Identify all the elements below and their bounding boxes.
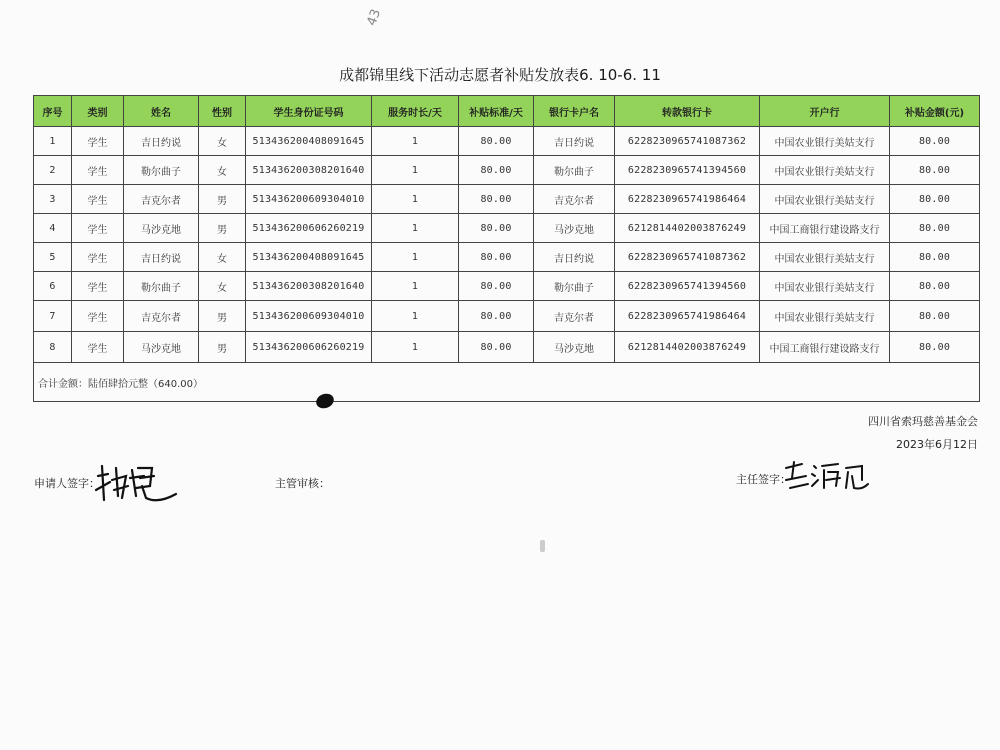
col-header: 类别 [72, 96, 124, 127]
cell-bank: 中国农业银行美姑支行 [760, 301, 890, 332]
cell-account-name: 马沙克地 [534, 332, 615, 363]
cell-days: 1 [372, 214, 459, 243]
applicant-signature-label: 申请人签字： [34, 477, 100, 490]
cell-name: 吉克尔者 [124, 301, 199, 332]
cell-days: 1 [372, 272, 459, 301]
cell-rate: 80.00 [459, 185, 534, 214]
cell-no: 2 [34, 156, 72, 185]
col-header: 开户行 [760, 96, 890, 127]
cell-category: 学生 [72, 214, 124, 243]
cell-card: 6228230965741087362 [615, 127, 760, 156]
col-header: 性别 [199, 96, 246, 127]
cell-no: 5 [34, 243, 72, 272]
cell-gender: 女 [199, 243, 246, 272]
cell-gender: 男 [199, 185, 246, 214]
cell-amount: 80.00 [890, 272, 980, 301]
organization-name: 四川省索玛慈善基金会 [868, 415, 978, 428]
cell-id: 513436200308201640 [246, 156, 372, 185]
cell-name: 勒尔曲子 [124, 272, 199, 301]
cell-days: 1 [372, 127, 459, 156]
cell-category: 学生 [72, 243, 124, 272]
total-amount: 合计金额：陆佰肆拾元整（640.00） [34, 363, 980, 402]
table-row [34, 156, 980, 185]
cell-days: 1 [372, 185, 459, 214]
cell-category: 学生 [72, 185, 124, 214]
cell-account-name: 马沙克地 [534, 214, 615, 243]
cell-id: 513436200606260219 [246, 214, 372, 243]
cell-id: 513436200606260219 [246, 332, 372, 363]
cell-category: 学生 [72, 127, 124, 156]
cell-name: 吉克尔者 [124, 185, 199, 214]
cell-id: 513436200408091645 [246, 127, 372, 156]
cell-bank: 中国农业银行美姑支行 [760, 272, 890, 301]
cell-amount: 80.00 [890, 301, 980, 332]
cell-days: 1 [372, 243, 459, 272]
cell-category: 学生 [72, 301, 124, 332]
cell-bank: 中国工商银行建设路支行 [760, 214, 890, 243]
cell-category: 学生 [72, 156, 124, 185]
cell-amount: 80.00 [890, 127, 980, 156]
cell-amount: 80.00 [890, 214, 980, 243]
cell-gender: 男 [199, 214, 246, 243]
cell-name: 马沙克地 [124, 214, 199, 243]
cell-card: 6228230965741087362 [615, 243, 760, 272]
cell-name: 吉日约说 [124, 127, 199, 156]
applicant-signature [92, 456, 178, 504]
cell-id: 513436200609304010 [246, 301, 372, 332]
cell-gender: 女 [199, 156, 246, 185]
cell-card: 6212814402003876249 [615, 332, 760, 363]
cell-name: 马沙克地 [124, 332, 199, 363]
supervisor-review-label: 主管审核： [275, 477, 330, 490]
cell-card: 6228230965741394560 [615, 156, 760, 185]
cell-days: 1 [372, 156, 459, 185]
cell-account-name: 勒尔曲子 [534, 156, 615, 185]
table-row [34, 301, 980, 332]
cell-account-name: 吉日约说 [534, 243, 615, 272]
col-header: 姓名 [124, 96, 199, 127]
cell-no: 4 [34, 214, 72, 243]
cell-account-name: 勒尔曲子 [534, 272, 615, 301]
cell-no: 7 [34, 301, 72, 332]
cell-bank: 中国农业银行美姑支行 [760, 243, 890, 272]
cell-name: 吉日约说 [124, 243, 199, 272]
cell-gender: 女 [199, 272, 246, 301]
cell-no: 8 [34, 332, 72, 363]
cell-card: 6228230965741986464 [615, 185, 760, 214]
cell-id: 513436200408091645 [246, 243, 372, 272]
cell-rate: 80.00 [459, 332, 534, 363]
cell-bank: 中国工商银行建设路支行 [760, 332, 890, 363]
col-header: 补贴金额(元) [890, 96, 980, 127]
table-row [34, 127, 980, 156]
cell-amount: 80.00 [890, 185, 980, 214]
cell-amount: 80.00 [890, 156, 980, 185]
cell-card: 6228230965741986464 [615, 301, 760, 332]
scan-speck [540, 540, 545, 552]
cell-rate: 80.00 [459, 214, 534, 243]
document-date: 2023年6月12日 [896, 438, 978, 451]
director-signature [782, 458, 872, 494]
cell-id: 513436200609304010 [246, 185, 372, 214]
cell-account-name: 吉日约说 [534, 127, 615, 156]
col-header: 补贴标准/天 [459, 96, 534, 127]
col-header: 序号 [34, 96, 72, 127]
cell-rate: 80.00 [459, 301, 534, 332]
table-body [34, 127, 980, 402]
cell-bank: 中国农业银行美姑支行 [760, 185, 890, 214]
table-header-row [34, 96, 980, 127]
cell-gender: 男 [199, 301, 246, 332]
director-signature-label: 主任签字： [736, 473, 791, 486]
cell-rate: 80.00 [459, 156, 534, 185]
cell-id: 513436200308201640 [246, 272, 372, 301]
cell-rate: 80.00 [459, 127, 534, 156]
cell-rate: 80.00 [459, 272, 534, 301]
table-row [34, 185, 980, 214]
cell-card: 6212814402003876249 [615, 214, 760, 243]
cell-no: 1 [34, 127, 72, 156]
cell-gender: 女 [199, 127, 246, 156]
total-row [34, 363, 980, 402]
table-row [34, 332, 980, 363]
cell-account-name: 吉克尔者 [534, 185, 615, 214]
margin-handwritten-mark: 43 [364, 7, 385, 28]
col-header: 服务时长/天 [372, 96, 459, 127]
table-row [34, 214, 980, 243]
cell-days: 1 [372, 332, 459, 363]
col-header: 转款银行卡 [615, 96, 760, 127]
cell-account-name: 吉克尔者 [534, 301, 615, 332]
cell-category: 学生 [72, 332, 124, 363]
cell-amount: 80.00 [890, 243, 980, 272]
table-row [34, 272, 980, 301]
subsidy-table [33, 95, 980, 402]
cell-gender: 男 [199, 332, 246, 363]
cell-bank: 中国农业银行美姑支行 [760, 156, 890, 185]
cell-card: 6228230965741394560 [615, 272, 760, 301]
cell-no: 6 [34, 272, 72, 301]
cell-bank: 中国农业银行美姑支行 [760, 127, 890, 156]
table-row [34, 243, 980, 272]
col-header: 学生身份证号码 [246, 96, 372, 127]
cell-name: 勒尔曲子 [124, 156, 199, 185]
document-title: 成都锦里线下活动志愿者补贴发放表6. 10-6. 11 [339, 66, 661, 84]
cell-days: 1 [372, 301, 459, 332]
cell-no: 3 [34, 185, 72, 214]
cell-category: 学生 [72, 272, 124, 301]
cell-amount: 80.00 [890, 332, 980, 363]
col-header: 银行卡户名 [534, 96, 615, 127]
cell-rate: 80.00 [459, 243, 534, 272]
